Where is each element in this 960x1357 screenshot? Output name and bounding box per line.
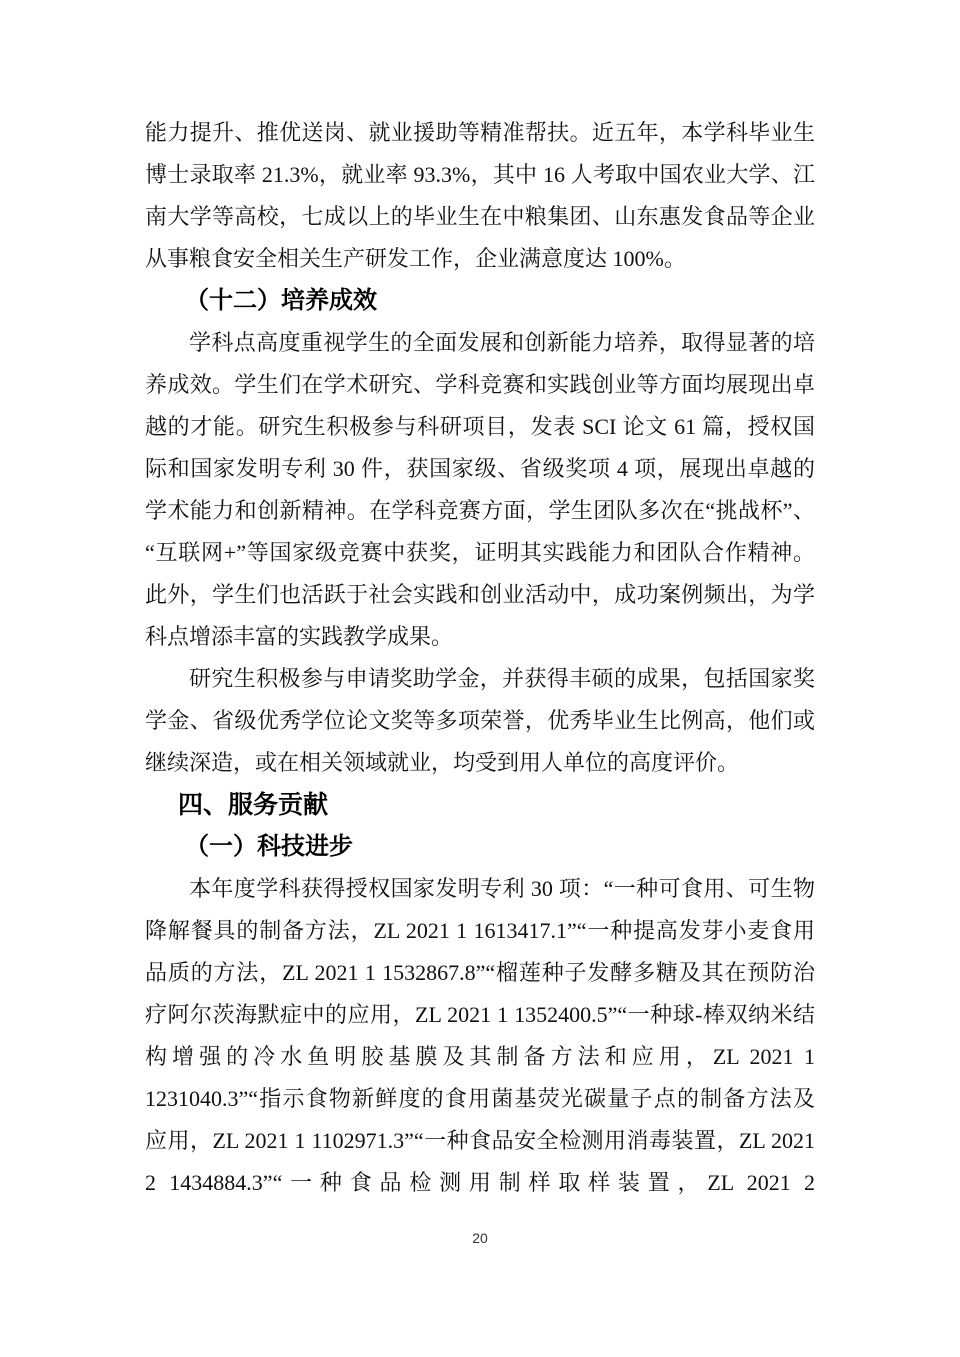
text-line: 研究生积极参与申请奖助学金，并获得丰硕的成果，包括国家奖	[189, 666, 815, 691]
text-line: 养成效。学生们在学术研究、学科竞赛和实践创业等方面均展现出卓	[145, 372, 815, 397]
page-number: 20	[472, 1230, 488, 1246]
text-line: 从事粮食安全相关生产研发工作，企业满意度达 100%。	[145, 246, 686, 271]
paragraph-student-development	[145, 322, 815, 658]
text-line: 2 1434884.3”“一种食品检测用制样取样装置，ZL 2021 2	[145, 1170, 815, 1195]
text-line: “互联网+”等国家级竞赛中获奖，证明其实践能力和团队合作精神。	[145, 540, 815, 565]
text-line: 品质的方法，ZL 2021 1 1532867.8”“榴莲种子发酵多糖及其在预防治	[145, 960, 815, 985]
text-line: 本年度学科获得授权国家发明专利 30 项：“一种可食用、可生物	[189, 876, 815, 901]
text-line: 此外，学生们也活跃于社会实践和创业活动中，成功案例频出，为学	[145, 582, 815, 607]
text-line: 学术能力和创新精神。在学科竞赛方面，学生团队多次在“挑战杯”、	[145, 498, 815, 523]
text-line: 构增强的冷水鱼明胶基膜及其制备方法和应用，ZL 2021 1	[145, 1044, 815, 1069]
text-line: 学金、省级优秀学位论文奖等多项荣誉，优秀毕业生比例高，他们或	[145, 708, 815, 733]
text-line: 博士录取率 21.3%，就业率 93.3%，其中 16 人考取中国农业大学、江	[145, 162, 815, 187]
text-line: 际和国家发明专利 30 件，获国家级、省级奖项 4 项，展现出卓越的	[145, 456, 815, 481]
text-line: 能力提升、推优送岗、就业援助等精准帮扶。近五年，本学科毕业生	[145, 120, 815, 145]
section-heading-service-contribution: 四、服务贡献	[178, 791, 329, 819]
paragraph-employment-support	[145, 112, 815, 280]
text-line: 越的才能。研究生积极参与科研项目，发表 SCI 论文 61 篇，授权国	[145, 414, 815, 439]
text-line: 南大学等高校，七成以上的毕业生在中粮集团、山东惠发食品等企业	[145, 204, 815, 229]
paragraph-patents	[145, 868, 815, 1204]
section-heading-training-results: （十二）培养成效	[185, 287, 377, 314]
text-line: 继续深造，或在相关领域就业，均受到用人单位的高度评价。	[145, 750, 740, 775]
page-body	[145, 112, 815, 1204]
text-line: 应用，ZL 2021 1 1102971.3”“一种食品安全检测用消毒装置，ZL 2021	[145, 1128, 815, 1153]
section-heading-sci-tech-progress: （一）科技进步	[185, 833, 353, 860]
text-line: 降解餐具的制备方法，ZL 2021 1 1613417.1”“一种提高发芽小麦食用	[145, 918, 815, 943]
text-line: 1231040.3”“指示食物新鲜度的食用菌基荧光碳量子点的制备方法及	[145, 1086, 815, 1111]
text-line: 科点增添丰富的实践教学成果。	[145, 624, 454, 649]
paragraph-scholarships	[145, 658, 815, 784]
text-line: 学科点高度重视学生的全面发展和创新能力培养，取得显著的培	[189, 330, 815, 355]
text-line: 疗阿尔茨海默症中的应用，ZL 2021 1 1352400.5”“一种球-棒双纳米结	[145, 1002, 815, 1027]
